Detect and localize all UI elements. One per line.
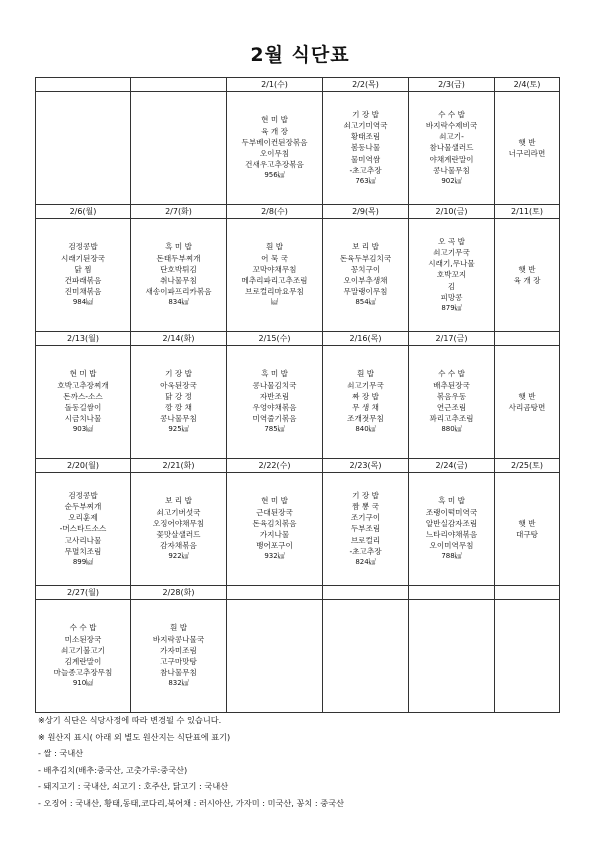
menu-item: 시래기된장국: [60, 253, 105, 263]
menu-item: 콩나물무침: [433, 165, 470, 175]
date-cell: [227, 586, 323, 600]
menu-row: [36, 473, 560, 586]
menu-item: 고사리나물: [64, 535, 102, 545]
menu-cell: [409, 600, 495, 713]
date-cell: 2/23(목): [323, 459, 409, 473]
menu-cell: [36, 346, 131, 459]
menu-item: 미역줄기볶음: [252, 414, 297, 424]
menu-item: 시래기,무나물: [428, 259, 475, 269]
menu-item: 꽁치구이: [350, 264, 381, 274]
menu-item: 햇 반: [518, 391, 536, 401]
menu-item: 오리훈제: [68, 513, 98, 523]
menu-item: -초고추장: [349, 546, 382, 556]
menu-item: 꼬막야채무침: [252, 264, 297, 274]
menu-item: 흰 밥: [169, 623, 188, 633]
menu-item: 오징어야채무침: [152, 518, 205, 528]
menu-item: 닭 강 정: [165, 391, 192, 401]
menu-cell: [323, 346, 409, 459]
date-cell: 2/14(화): [131, 332, 227, 346]
calorie-value: 832㎉: [168, 679, 189, 688]
calorie-value: 785㎉: [264, 425, 285, 434]
calorie-value: 956㎉: [264, 171, 285, 180]
menu-item: 짜 장 밥: [352, 391, 379, 401]
calorie-value: 834㎉: [168, 298, 189, 307]
menu-cell: [36, 473, 131, 586]
menu-cell: [131, 92, 227, 205]
menu-cell: [227, 600, 323, 713]
menu-item: 참나물샐러드: [429, 143, 474, 153]
calorie-value: 879㎉: [441, 304, 462, 312]
date-cell: [495, 586, 560, 600]
menu-item: 순두부찌개: [64, 501, 102, 511]
calorie-value: 899㎉: [72, 558, 94, 566]
menu-item: 아욱된장국: [160, 380, 197, 390]
menu-item: 단호박튀김: [160, 264, 197, 274]
note-line: ※상기 식단은 식당사정에 따라 변경될 수 있습니다.: [38, 715, 222, 725]
date-cell: [409, 586, 495, 600]
menu-cell: [409, 346, 495, 459]
menu-item: 진미채볶음: [64, 287, 102, 297]
menu-item: 쇠고기-: [439, 132, 464, 142]
menu-item: 가자미조림: [160, 645, 197, 655]
menu-cell: [495, 473, 560, 586]
notes-section: [38, 712, 568, 812]
menu-item: 호박꼬지: [436, 270, 467, 280]
menu-item: 김계란말이: [64, 657, 102, 666]
menu-item: 기 장 밥: [165, 369, 192, 379]
menu-item: 기 장 밥: [352, 490, 379, 500]
date-row: [36, 332, 560, 346]
menu-item: 사리곰탕면: [508, 403, 546, 412]
menu-cell: [495, 92, 560, 205]
menu-item: 육 개 장: [261, 126, 288, 136]
date-row: [36, 78, 560, 92]
date-cell: 2/28(화): [131, 586, 227, 600]
menu-row: [36, 346, 560, 459]
meal-schedule-table: [35, 77, 560, 713]
calorie-value: 903㎉: [72, 425, 94, 434]
note-line: - 오징어 : 국내산, 황태,동태,코다리,북어채 : 러시아산, 가자미 : 미국산, 꽁치 : 중국산: [38, 797, 345, 808]
menu-item: 닭 찜: [74, 264, 92, 274]
date-cell: 2/21(화): [131, 459, 227, 473]
menu-item: 수 수 밥: [69, 623, 97, 633]
menu-item: 두부조림: [350, 524, 381, 534]
menu-cell: [495, 600, 560, 713]
menu-item: 돈까스-소스: [63, 391, 103, 401]
menu-item: 무 생 채: [352, 403, 379, 412]
menu-cell: [409, 219, 495, 332]
calorie-value: 824㎉: [355, 558, 376, 566]
menu-item: 건파래볶음: [64, 276, 102, 285]
menu-cell: [131, 346, 227, 459]
menu-item: 마늘종고추장무침: [53, 668, 113, 678]
calorie-value: 932㎉: [264, 552, 285, 561]
menu-item: 쇠고기불고기: [60, 645, 105, 655]
menu-item: 햇 반: [518, 137, 536, 147]
menu-item: 느타리야채볶음: [425, 530, 478, 539]
menu-item: 자반조림: [259, 391, 290, 401]
menu-item: 쇠고기미역국: [343, 120, 388, 130]
menu-cell: [495, 219, 560, 332]
note-line: - 돼지고기 : 국내산, 쇠고기 : 호주산, 닭고기 : 국내산: [38, 781, 229, 792]
date-row: [36, 459, 560, 473]
menu-item: 현 미 밥: [261, 115, 288, 125]
menu-cell: [409, 473, 495, 586]
menu-item: 조기구이: [350, 513, 381, 523]
menu-cell: [409, 92, 495, 205]
menu-item: 오이부추생채: [343, 276, 388, 285]
menu-item: 근대된장국: [256, 507, 293, 517]
menu-item: 피망콩: [440, 292, 463, 302]
date-cell: 2/1(수): [227, 78, 323, 92]
menu-item: 흑 미 밥: [165, 242, 192, 252]
menu-item: 쇠고기무국: [433, 247, 470, 257]
menu-item: 현 미 밥: [69, 369, 97, 379]
menu-item: 취나물무침: [160, 276, 197, 285]
calorie-value: 925㎉: [168, 425, 189, 434]
menu-item: 연근조림: [436, 403, 467, 412]
menu-item: 대구탕: [515, 530, 538, 539]
menu-item: 기 장 밥: [352, 109, 379, 119]
menu-item: 쇠고기무국: [347, 380, 384, 390]
menu-item: 무멸치조림: [64, 546, 102, 556]
menu-item: 배추된장국: [433, 380, 470, 390]
menu-item: 가지나물: [259, 530, 290, 539]
note-line: - 쌀 : 국내산: [38, 748, 84, 759]
menu-item: 어 묵 국: [261, 253, 288, 263]
menu-item: 짬 뽕 국: [352, 501, 379, 511]
date-cell: [495, 332, 560, 346]
date-cell: 2/15(수): [227, 332, 323, 346]
date-cell: 2/2(목): [323, 78, 409, 92]
menu-item: 보 리 밥: [352, 242, 379, 252]
date-cell: 2/4(토): [495, 78, 560, 92]
menu-cell: [227, 92, 323, 205]
menu-item: 두부베이컨된장볶음: [241, 137, 308, 147]
menu-item: 무말랭이무침: [343, 287, 388, 297]
menu-item: 콩나물무침: [160, 414, 197, 424]
menu-item: 조개젓무침: [347, 414, 384, 424]
menu-item: 미소된장국: [64, 634, 102, 644]
date-cell: 2/22(수): [227, 459, 323, 473]
menu-item: 바지락콩나물국: [152, 634, 205, 644]
menu-row: [36, 600, 560, 713]
menu-item: 수 수 밥: [438, 109, 465, 119]
calorie-value: 880㎉: [441, 425, 462, 434]
menu-item: 돈태두부찌개: [156, 253, 201, 263]
menu-item: 돈육두부김치국: [339, 253, 392, 263]
date-cell: 2/24(금): [409, 459, 495, 473]
note-line: ※ 원산지 표시( 아래 외 별도 원산지는 식단표에 표기): [38, 731, 231, 742]
menu-cell: [131, 219, 227, 332]
date-cell: 2/25(토): [495, 459, 560, 473]
menu-item: 물미역쌈: [350, 154, 381, 164]
calorie-value: 854㎉: [355, 298, 376, 307]
menu-item: 시금치나물: [64, 414, 102, 424]
menu-item: -초고추장: [349, 165, 382, 175]
menu-cell: [323, 219, 409, 332]
date-cell: [323, 586, 409, 600]
menu-cell: [227, 346, 323, 459]
date-row: [36, 586, 560, 600]
menu-item: 흰 밥: [265, 242, 284, 252]
date-cell: [131, 78, 227, 92]
date-cell: 2/17(금): [409, 332, 495, 346]
menu-item: 깡 깡 채: [165, 403, 192, 412]
menu-item: 오 곡 밥: [438, 236, 465, 246]
menu-item: 너구리라면: [508, 149, 546, 158]
menu-item: 야채계란말이: [429, 154, 474, 164]
menu-item: 육 개 장: [513, 276, 541, 285]
menu-item: 흑 미 밥: [438, 496, 465, 506]
menu-item: 수 수 밥: [438, 369, 465, 379]
date-cell: 2/9(목): [323, 205, 409, 219]
calorie-value: 910㎉: [72, 679, 94, 688]
date-cell: 2/11(토): [495, 205, 560, 219]
menu-cell: [36, 219, 131, 332]
menu-item: 콩나물김치국: [252, 380, 297, 390]
menu-item: 오이무침: [259, 149, 290, 158]
menu-cell: [323, 600, 409, 713]
note-line: - 배추김치(배추:중국산, 고춧가루:중국산): [38, 764, 188, 775]
menu-item: 뱅어포구이: [256, 541, 293, 551]
menu-item: 새송이파프리카볶음: [145, 287, 212, 297]
menu-item: 봄동나물: [350, 143, 381, 153]
menu-cell: [131, 473, 227, 586]
menu-item: 볶음우동: [436, 391, 467, 401]
calorie-value: 840㎉: [355, 425, 376, 434]
menu-cell: [36, 92, 131, 205]
menu-cell: [227, 219, 323, 332]
menu-item: 우엉야채볶음: [252, 403, 297, 412]
page-title: 2월 식단표: [250, 44, 350, 66]
menu-cell: [227, 473, 323, 586]
calorie-value: 788㎉: [441, 552, 462, 561]
menu-cell: [131, 600, 227, 713]
menu-item: 조랭이떡미역국: [425, 507, 478, 517]
date-cell: 2/7(화): [131, 205, 227, 219]
menu-item: 보 리 밥: [165, 496, 192, 506]
date-cell: 2/13(월): [36, 332, 131, 346]
calorie-value: 902㎉: [441, 177, 462, 185]
date-cell: 2/27(월): [36, 586, 131, 600]
menu-item: 돈육김치볶음: [252, 518, 297, 528]
menu-item: 감자채볶음: [160, 541, 197, 551]
menu-item: 호박고추장찌개: [57, 380, 109, 390]
menu-item: 메추리파리고추조림: [241, 276, 308, 285]
calorie-value: ㎉: [271, 298, 278, 307]
menu-item: 흰 밥: [356, 369, 375, 379]
calorie-value: 922㎉: [168, 552, 189, 561]
menu-item: 현 미 밥: [261, 496, 288, 506]
menu-item: 흑 미 밥: [261, 369, 288, 379]
menu-item: 황태조림: [350, 132, 381, 142]
date-cell: 2/8(수): [227, 205, 323, 219]
menu-item: 참나물무침: [160, 668, 197, 678]
date-cell: [36, 78, 131, 92]
menu-item: 햇 반: [518, 518, 536, 528]
menu-item: 꽃맛살샐러드: [156, 530, 201, 539]
date-cell: 2/6(월): [36, 205, 131, 219]
date-cell: 2/3(금): [409, 78, 495, 92]
menu-item: 김: [447, 281, 456, 291]
menu-item: 브로컬리마요무침: [245, 287, 304, 297]
date-row: [36, 205, 560, 219]
menu-cell: [495, 346, 560, 459]
menu-cell: [36, 600, 131, 713]
menu-item: 건새우고추장볶음: [245, 160, 304, 170]
menu-item: -머스타드소스: [59, 524, 107, 534]
calorie-value: 984㎉: [72, 298, 94, 307]
date-cell: 2/20(월): [36, 459, 131, 473]
menu-item: 바지락수제비국: [425, 120, 478, 130]
menu-item: 오이미역무침: [429, 541, 474, 551]
menu-item: 검정콩밥: [68, 490, 98, 500]
menu-cell: [323, 92, 409, 205]
menu-item: 쇠고기버섯국: [156, 507, 201, 517]
menu-row: [36, 219, 560, 332]
menu-row: [36, 92, 560, 205]
menu-item: 검정콩밥: [68, 242, 98, 252]
menu-item: 고구마맛탕: [160, 657, 197, 666]
date-cell: 2/16(목): [323, 332, 409, 346]
menu-item: 알반실감자조림: [425, 518, 478, 528]
menu-item: 꽈리고추조림: [429, 414, 474, 424]
menu-item: 브로컬리: [350, 535, 381, 545]
calorie-value: 763㎉: [355, 177, 376, 185]
menu-item: 햇 반: [518, 264, 536, 274]
menu-item: 돌동길쌈이: [64, 403, 102, 412]
menu-cell: [323, 473, 409, 586]
date-cell: 2/10(금): [409, 205, 495, 219]
